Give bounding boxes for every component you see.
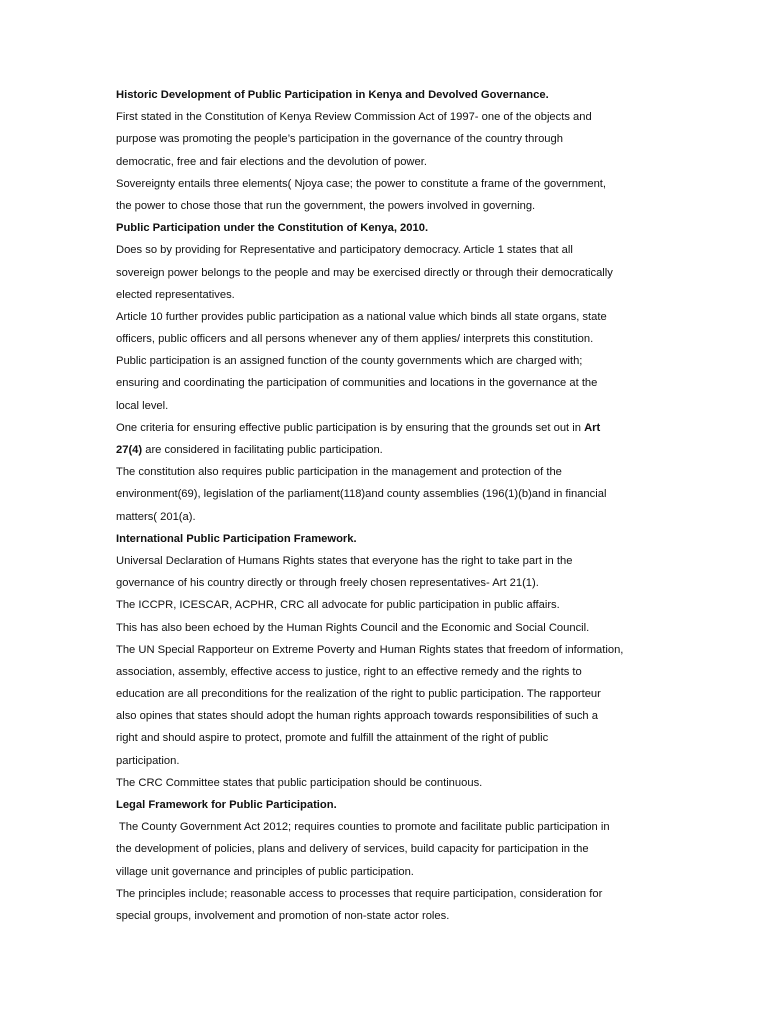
paragraph-line: education are all preconditions for the realization of the right to public participation. The rapporteur [116, 688, 601, 701]
paragraph-line: The CRC Committee states that public participation should be continuous. [116, 776, 483, 789]
paragraph-line: democratic, free and fair elections and the devolution of power. [116, 155, 427, 168]
paragraph-line: Universal Declaration of Humans Rights states that everyone has the right to take part in the [116, 554, 573, 567]
paragraph-line: the power to chose those that run the government, the powers involved in governing. [116, 199, 536, 212]
article-reference-bold: Art [584, 421, 601, 434]
paragraph-line: sovereign power belongs to the people and may be exercised directly or through their democratically [116, 266, 613, 279]
paragraph-line: The ICCPR, ICESCAR, ACPHR, CRC all advocate for public participation in public affairs. [116, 599, 560, 612]
heading-historic-development: Historic Development of Public Participation in Kenya and Devolved Governance. [116, 89, 549, 101]
paragraph-line: village unit governance and principles of public participation. [116, 865, 414, 878]
paragraph-line: ensuring and coordinating the participation of communities and locations in the governance at the [116, 377, 598, 390]
paragraph-line: The constitution also requires public participation in the management and protection of the [116, 466, 562, 479]
paragraph-line: The UN Special Rapporteur on Extreme Poverty and Human Rights states that freedom of information, [116, 643, 624, 656]
document-page [116, 84, 656, 927]
paragraph-line: The County Government Act 2012; requires counties to promote and facilitate public participation in [116, 821, 610, 834]
paragraph-line: participation. [116, 754, 180, 767]
paragraph-line: Article 10 further provides public participation as a national value which binds all state organs, state [116, 310, 607, 323]
paragraph-line: local level. [116, 399, 169, 412]
paragraph-line [116, 417, 656, 439]
paragraph-line: special groups, involvement and promotion of non-state actor roles. [116, 909, 450, 922]
paragraph-line: right and should aspire to protect, promote and fulfill the attainment of the right of public [116, 732, 549, 745]
paragraph-line: elected representatives. [116, 288, 235, 301]
paragraph-line: environment(69), legislation of the parliament(118)and county assemblies (196(1)(b)and in financial [116, 488, 607, 501]
paragraph-line: This has also been echoed by the Human Rights Council and the Economic and Social Council. [116, 621, 590, 634]
paragraph-line: governance of his country directly or through freely chosen representatives- Art 21(1). [116, 577, 539, 590]
heading-constitution-2010: Public Participation under the Constitution of Kenya, 2010. [116, 222, 429, 235]
paragraph-line: First stated in the Constitution of Kenya Review Commission Act of 1997- one of the objects and [116, 111, 592, 124]
paragraph-line: Sovereignty entails three elements( Njoya case; the power to constitute a frame of the government, [116, 177, 607, 190]
line-text: are considered in facilitating public participation. [142, 444, 383, 456]
paragraph-line: association, assembly, effective access to justice, right to an effective remedy and the rights to [116, 665, 582, 678]
heading-international-framework: International Public Participation Framework. [116, 532, 357, 545]
paragraph-line: the development of policies, plans and delivery of services, build capacity for participation in the [116, 843, 589, 856]
line-text: One criteria for ensuring effective public participation is by ensuring that the grounds set out in [116, 421, 585, 434]
paragraph-line [116, 439, 656, 461]
article-reference-bold: 27(4) [116, 444, 143, 456]
paragraph-line: The principles include; reasonable access to processes that require participation, consideration for [116, 887, 603, 900]
paragraph-line: officers, public officers and all persons whenever any of them applies/ interprets this constitution. [116, 333, 594, 346]
paragraph-line: Does so by providing for Representative and participatory democracy. Article 1 states that all [116, 244, 573, 257]
paragraph-line: also opines that states should adopt the human rights approach towards responsibilities of such a [116, 710, 598, 723]
heading-legal-framework: Legal Framework for Public Participation. [116, 799, 337, 811]
paragraph-line: Public participation is an assigned function of the county governments which are charged with; [116, 355, 583, 368]
paragraph-line: purpose was promoting the people’s participation in the governance of the country through [116, 133, 563, 146]
paragraph-line: matters( 201(a). [116, 510, 196, 523]
